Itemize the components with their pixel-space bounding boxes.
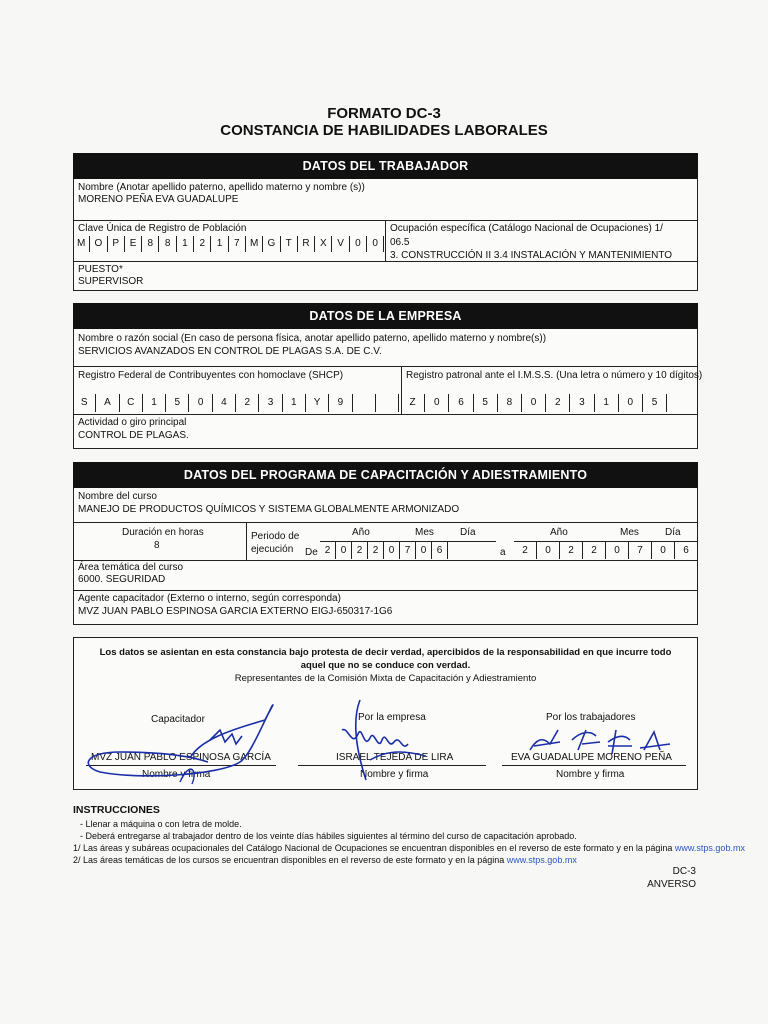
date-from-char: 0 <box>336 542 352 559</box>
date-from-char: 2 <box>352 542 368 559</box>
workers-rep-name: EVA GUADALUPE MORENO PEÑA <box>511 752 672 763</box>
company-rep-label: Por la empresa <box>358 712 426 723</box>
period-label-2: ejecución <box>251 544 294 555</box>
to-month-label: Mes <box>620 527 639 538</box>
rfc-char: 4 <box>213 394 236 412</box>
imss-char: 2 <box>546 394 570 412</box>
curp-char: V <box>332 236 349 252</box>
rfc-char: 1 <box>283 394 306 412</box>
worker-section-header: DATOS DEL TRABAJADOR <box>73 153 698 179</box>
company-name-value: SERVICIOS AVANZADOS EN CONTROL DE PLAGAS S.A. DE C.V. <box>78 346 382 357</box>
occupation-value: 3. CONSTRUCCIÓN II 3.4 INSTALACIÓN Y MANTENIMIENTO <box>390 250 673 261</box>
period-label-1: Periodo de <box>251 531 300 542</box>
form-side: ANVERSO <box>647 879 696 890</box>
date-to-char: 0 <box>537 542 560 559</box>
imss-label: Registro patronal ante el I.M.S.S. (Una letra o número y 10 dígitos) <box>406 370 703 381</box>
workers-rep-label: Por los trabajadores <box>546 712 636 723</box>
rfc-char <box>353 394 376 412</box>
date-from-char: 7 <box>400 542 416 559</box>
workers-signature <box>520 720 680 765</box>
position-label: PUESTO* <box>78 264 123 275</box>
date-to-char: 0 <box>606 542 629 559</box>
company-name-label: Nombre o razón social (En caso de persona física, anotar apellido paterno, apellido materno y nombre(s)) <box>78 333 547 344</box>
from-month-label: Mes <box>415 527 434 538</box>
program-section-header: DATOS DEL PROGRAMA DE CAPACITACIÓN Y ADIESTRAMIENTO <box>73 462 698 488</box>
from-year-label: Año <box>352 527 370 538</box>
note-2-link[interactable]: www.stps.gob.mx <box>506 855 577 865</box>
occupation-label: Ocupación específica (Catálogo Nacional de Ocupaciones) 1/ <box>390 223 663 234</box>
company-sign-label: Nombre y firma <box>360 769 429 780</box>
date-to-char: 2 <box>583 542 606 559</box>
rfc-char: 1 <box>143 394 166 412</box>
topic-label: Área temática del curso <box>78 562 184 573</box>
date-to-cells <box>514 542 698 559</box>
curp-char: O <box>90 236 107 252</box>
company-section-header: DATOS DE LA EMPRESA <box>73 303 698 329</box>
rfc-char: C <box>120 394 143 412</box>
rfc-char: 3 <box>259 394 282 412</box>
curp-char: M <box>246 236 263 252</box>
form-code: DC-3 <box>672 866 696 877</box>
topic-value: 6000. SEGURIDAD <box>78 574 166 585</box>
date-to-char: 2 <box>514 542 537 559</box>
company-rep-name: ISRAEL TEJEDA DE LIRA <box>336 752 454 763</box>
imss-char: 8 <box>498 394 522 412</box>
imss-char: Z <box>401 394 425 412</box>
note-1-mark: 1/ <box>73 843 81 853</box>
date-from-char: 0 <box>384 542 400 559</box>
curp-char: 0 <box>350 236 367 252</box>
curp-char: 8 <box>159 236 176 252</box>
curp-char: T <box>281 236 298 252</box>
workers-sign-label: Nombre y firma <box>556 769 625 780</box>
trainer-signature <box>80 700 290 785</box>
position-value: SUPERVISOR <box>78 276 144 287</box>
activity-value: CONTROL DE PLAGAS. <box>78 430 189 441</box>
rfc-char: 5 <box>166 394 189 412</box>
rfc-label: Registro Federal de Contribuyentes con homoclave (SHCP) <box>78 370 344 381</box>
rfc-char: 9 <box>329 394 352 412</box>
form-title: FORMATO DC-3 <box>327 105 441 122</box>
duration-value: 8 <box>154 540 160 551</box>
curp-cells <box>73 236 384 252</box>
to-day-label: Día <box>665 527 681 538</box>
date-from-char: 0 <box>416 542 432 559</box>
imss-char: 6 <box>449 394 473 412</box>
curp-char: R <box>298 236 315 252</box>
rfc-char: 2 <box>236 394 259 412</box>
imss-char: 0 <box>619 394 643 412</box>
rfc-char: Y <box>306 394 329 412</box>
note-2 <box>73 855 577 866</box>
duration-label: Duración en horas <box>122 527 204 538</box>
imss-char: 3 <box>570 394 594 412</box>
curp-label: Clave Única de Registro de Población <box>78 223 247 234</box>
imss-cells <box>401 394 667 412</box>
curp-char: P <box>108 236 125 252</box>
date-from-char: 6 <box>432 542 448 559</box>
course-value: MANEJO DE PRODUCTOS QUÍMICOS Y SISTEMA GLOBALMENTE ARMONIZADO <box>78 504 460 515</box>
date-from-char: 2 <box>320 542 336 559</box>
company-signature <box>330 690 440 785</box>
curp-char: M <box>73 236 90 252</box>
note-1 <box>73 843 745 854</box>
trainer-name: MVZ JUAN PABLO ESPINOSA GARCÍA <box>91 752 271 763</box>
rfc-char: A <box>96 394 119 412</box>
rfc-char <box>376 394 399 412</box>
date-to-char: 6 <box>675 542 698 559</box>
imss-char: 5 <box>474 394 498 412</box>
commission-label: Representantes de la Comisión Mixta de Capacitación y Adiestramiento <box>234 673 537 684</box>
date-to-char: 0 <box>652 542 675 559</box>
trainer-sign-label: Nombre y firma <box>142 769 211 780</box>
curp-char: 0 <box>367 236 384 252</box>
to-label: a <box>500 547 506 558</box>
curp-char: 2 <box>194 236 211 252</box>
note-2-text: Las áreas temáticas de los cursos se encuentran disponibles en el reverso de este formato y en la página <box>83 855 505 865</box>
imss-char: 1 <box>595 394 619 412</box>
imss-char: 5 <box>643 394 667 412</box>
curp-char: E <box>125 236 142 252</box>
date-to-char: 7 <box>629 542 652 559</box>
curp-char: 1 <box>211 236 228 252</box>
from-label: De <box>305 547 318 558</box>
instructions-title: INSTRUCCIONES <box>73 804 160 816</box>
curp-char: 1 <box>177 236 194 252</box>
curp-char: X <box>315 236 332 252</box>
occupation-code: 06.5 <box>390 237 410 248</box>
trainer-agent-label: Agente capacitador (Externo o interno, según corresponda) <box>78 593 341 604</box>
trainer-label: Capacitador <box>151 714 205 725</box>
rfc-char: 0 <box>189 394 212 412</box>
date-from-cells <box>320 542 448 559</box>
curp-char: G <box>263 236 280 252</box>
from-day-label: Día <box>460 527 476 538</box>
rfc-char: S <box>73 394 96 412</box>
worker-name-value: MORENO PEÑA EVA GUADALUPE <box>78 194 239 205</box>
declaration-line-1: Los datos se asientan en esta constancia bajo protesta de decir verdad, apercibidos de la responsabilidad en que incurre todo <box>99 647 672 658</box>
course-label: Nombre del curso <box>78 491 157 502</box>
imss-char: 0 <box>425 394 449 412</box>
note-1-link[interactable]: www.stps.gob.mx <box>674 843 745 853</box>
instruction-item-2: - Deberá entregarse al trabajador dentro de los veinte días hábiles siguientes al término del curso de capacitación aprobado. <box>80 831 577 841</box>
form-subtitle: CONSTANCIA DE HABILIDADES LABORALES <box>220 122 548 139</box>
date-from-char: 2 <box>368 542 384 559</box>
curp-char: 8 <box>142 236 159 252</box>
activity-label: Actividad o giro principal <box>78 417 187 428</box>
date-to-char: 2 <box>560 542 583 559</box>
imss-char: 0 <box>522 394 546 412</box>
curp-char: 7 <box>229 236 246 252</box>
rfc-cells <box>73 394 399 412</box>
worker-name-label: Nombre (Anotar apellido paterno, apellido materno y nombre (s)) <box>78 182 365 193</box>
note-2-mark: 2/ <box>73 855 81 865</box>
declaration-line-2: aquel que no se conduce con verdad. <box>300 660 471 671</box>
instruction-item-1: - Llenar a máquina o con letra de molde. <box>80 819 242 829</box>
trainer-agent-value: MVZ JUAN PABLO ESPINOSA GARCIA EXTERNO EIGJ-650317-1G6 <box>78 606 393 617</box>
to-year-label: Año <box>550 527 568 538</box>
note-1-text: Las áreas y subáreas ocupacionales del Catálogo Nacional de Ocupaciones se encuentran disponibles en el reverso de este formato y en la página <box>83 843 673 853</box>
